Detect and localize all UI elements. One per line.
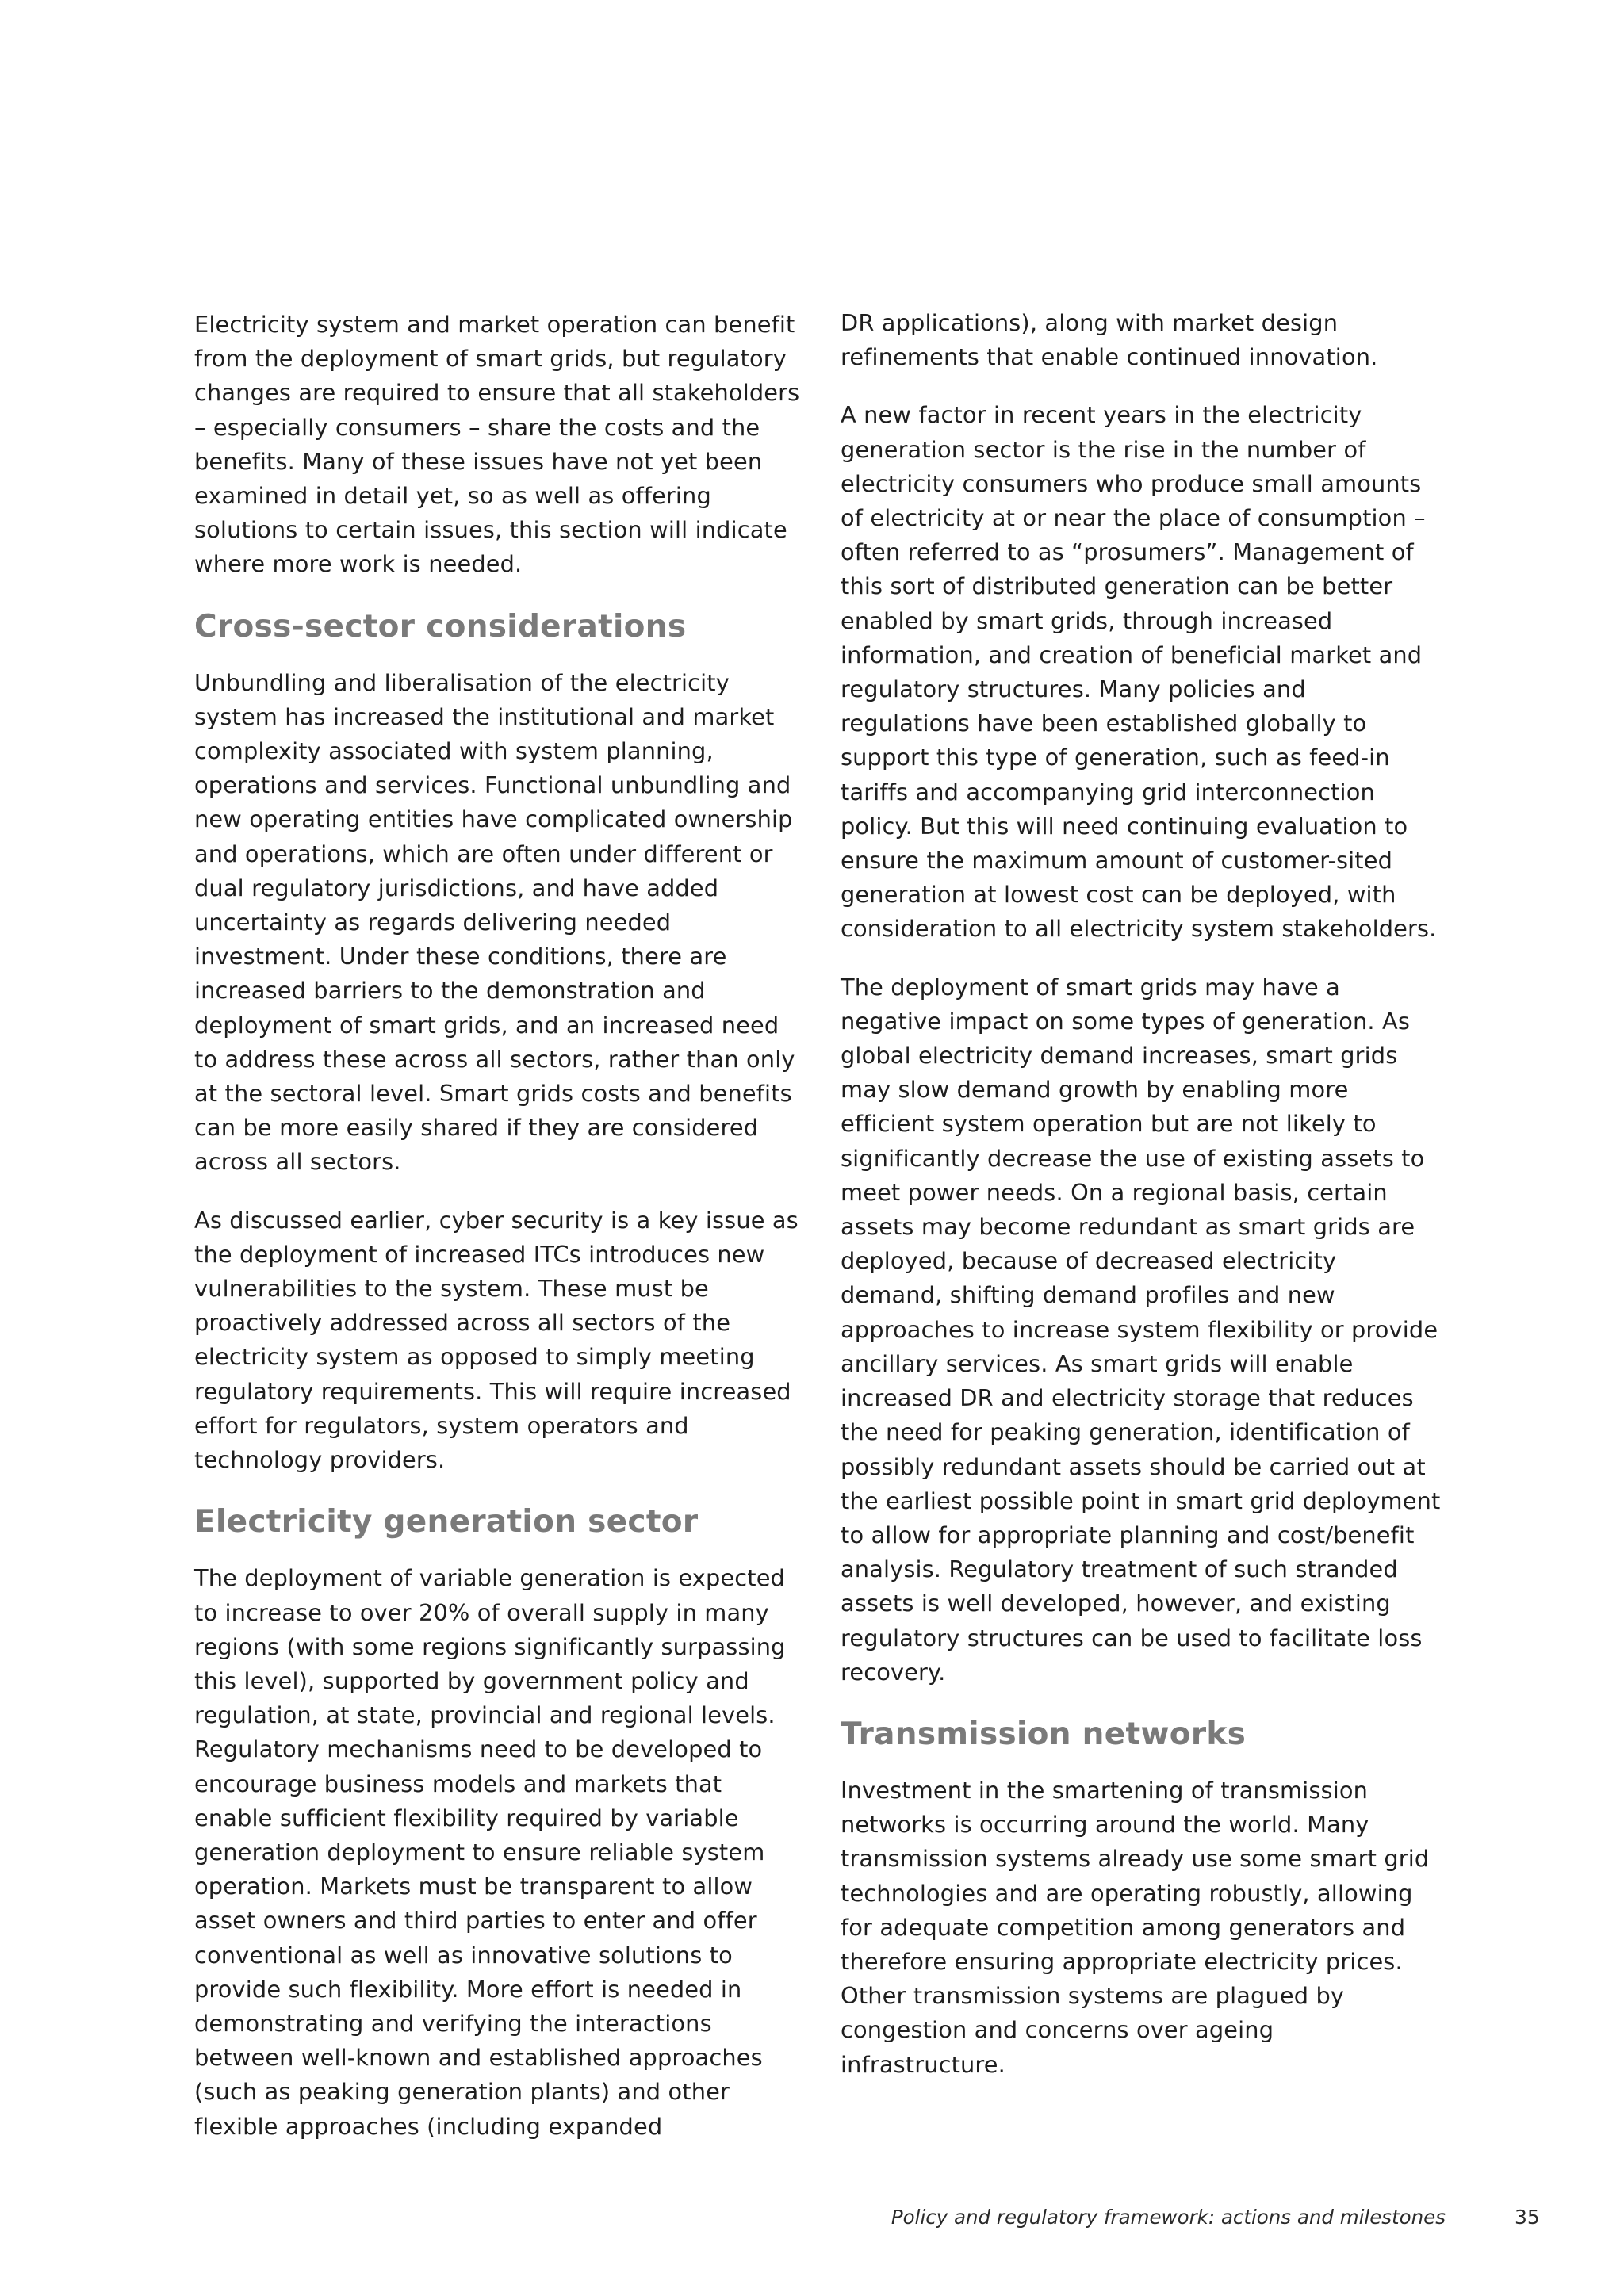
- heading-generation: Electricity generation sector: [194, 1504, 699, 1540]
- generation-paragraph-2: A new factor in recent years in the electricity generation sector is the rise in the number of electricity consumers who produce small amounts of electricity at or near the place of consumption – often referred to as “prosumers”. Management of this sort of distributed generation can be better enabled by smart grids, through increased information, and creation of beneficial market and regulatory structures. Many policies and regulations have been established globally to support this type of generation, such as feed-in tariffs and accompanying grid interconnection policy. But this will need continuing evaluation to ensure the maximum amount of customer-sited generation at lowest cost can be deployed, with consideration to all electricity system stakeholders.: [841, 401, 1437, 943]
- transmission-paragraph-1: Investment in the smartening of transmission networks is occurring around the world. Many transmission systems already use some smart grid technologies and are operating robustly, allowing for adequate competition among generators and therefore ensuring appropriate electricity prices. Other transmission systems are plagued by congestion and concerns over ageing infrastructure.: [841, 1776, 1430, 2078]
- heading-transmission: Transmission networks: [841, 1716, 1247, 1752]
- heading-cross-sector: Cross-sector considerations: [194, 608, 687, 645]
- generation-paragraph-1-continued: DR applications), along with market design refinements that enable continued innovation.: [841, 309, 1378, 371]
- generation-paragraph-3: The deployment of smart grids may have a negative impact on some types of generation. As global electricity demand increases, smart grids may slow demand growth by enabling more efficient system operation but are not likely to significantly decrease the use of existing assets to meet power needs. On a regional basis, certain assets may become redundant as smart grids are deployed, because of decreased electricity demand, shifting demand profiles and new approaches to increase system flexibility or provide ancillary services. As smart grids will enable increased DR and electricity storage that reduces the need for peaking generation, identification of possibly redundant assets should be carried out at the earliest possible point in smart grid deployment to allow for appropriate planning and cost/benefit analysis. Regulatory treatment of such stranded assets is well developed, however, and existing regulatory structures can be used to facilitate loss recovery.: [841, 973, 1441, 1686]
- page-number: 35: [1515, 2206, 1540, 2229]
- cross-sector-paragraph-2: As discussed earlier, cyber security is a key issue as the deployment of increased ITCs introduces new vulnerabilities to the system. These must be proactively addressed across all sectors of the electricity system as opposed to simply meeting regulatory requirements. This will require increased effort for regulators, system operators and technology providers.: [194, 1206, 799, 1474]
- right-column: [841, 308, 1442, 2106]
- left-column: [194, 308, 803, 2168]
- generation-paragraph-1: The deployment of variable generation is expected to increase to over 20% of overall supply in many regions (with some regions significantly surpassing this level), supported by government policy and regulation, at state, provincial and regional levels. Regulatory mechanisms need to be developed to encourage business models and markets that enable sufficient flexibility required by variable generation deployment to ensure reliable system operation. Markets must be transparent to allow asset owners and third parties to enter and offer conventional as well as innovative solutions to provide such flexibility. More effort is needed in demonstrating and verifying the interactions between well-known and established approaches (such as peaking generation plants) and other flexible approaches (including expanded: [194, 1564, 786, 2140]
- running-footer-title: Policy and regulatory framework: actions and milestones: [891, 2206, 1446, 2229]
- cross-sector-paragraph-1: Unbundling and liberalisation of the electricity system has increased the institutional and market complexity associated with system planning, operations and services. Functional unbundling and new operating entities have complicated ownership and operations, which are often under different or dual regulatory jurisdictions, and have added uncertainty as regards delivering needed investment. Under these conditions, there are increased barriers to the demonstration and deployment of smart grids, and an increased need to address these across all sectors, rather than only at the sectoral level. Smart grids costs and benefits can be more easily shared if they are considered across all sectors.: [194, 668, 795, 1176]
- intro-paragraph: Electricity system and market operation can benefit from the deployment of smart grids, but regulatory changes are required to ensure that all stakeholders – especially consumers – share the costs and the benefits. Many of these issues have not yet been examined in detail yet, so as well as offering solutions to certain issues, this section will indicate where more work is needed.: [194, 311, 800, 578]
